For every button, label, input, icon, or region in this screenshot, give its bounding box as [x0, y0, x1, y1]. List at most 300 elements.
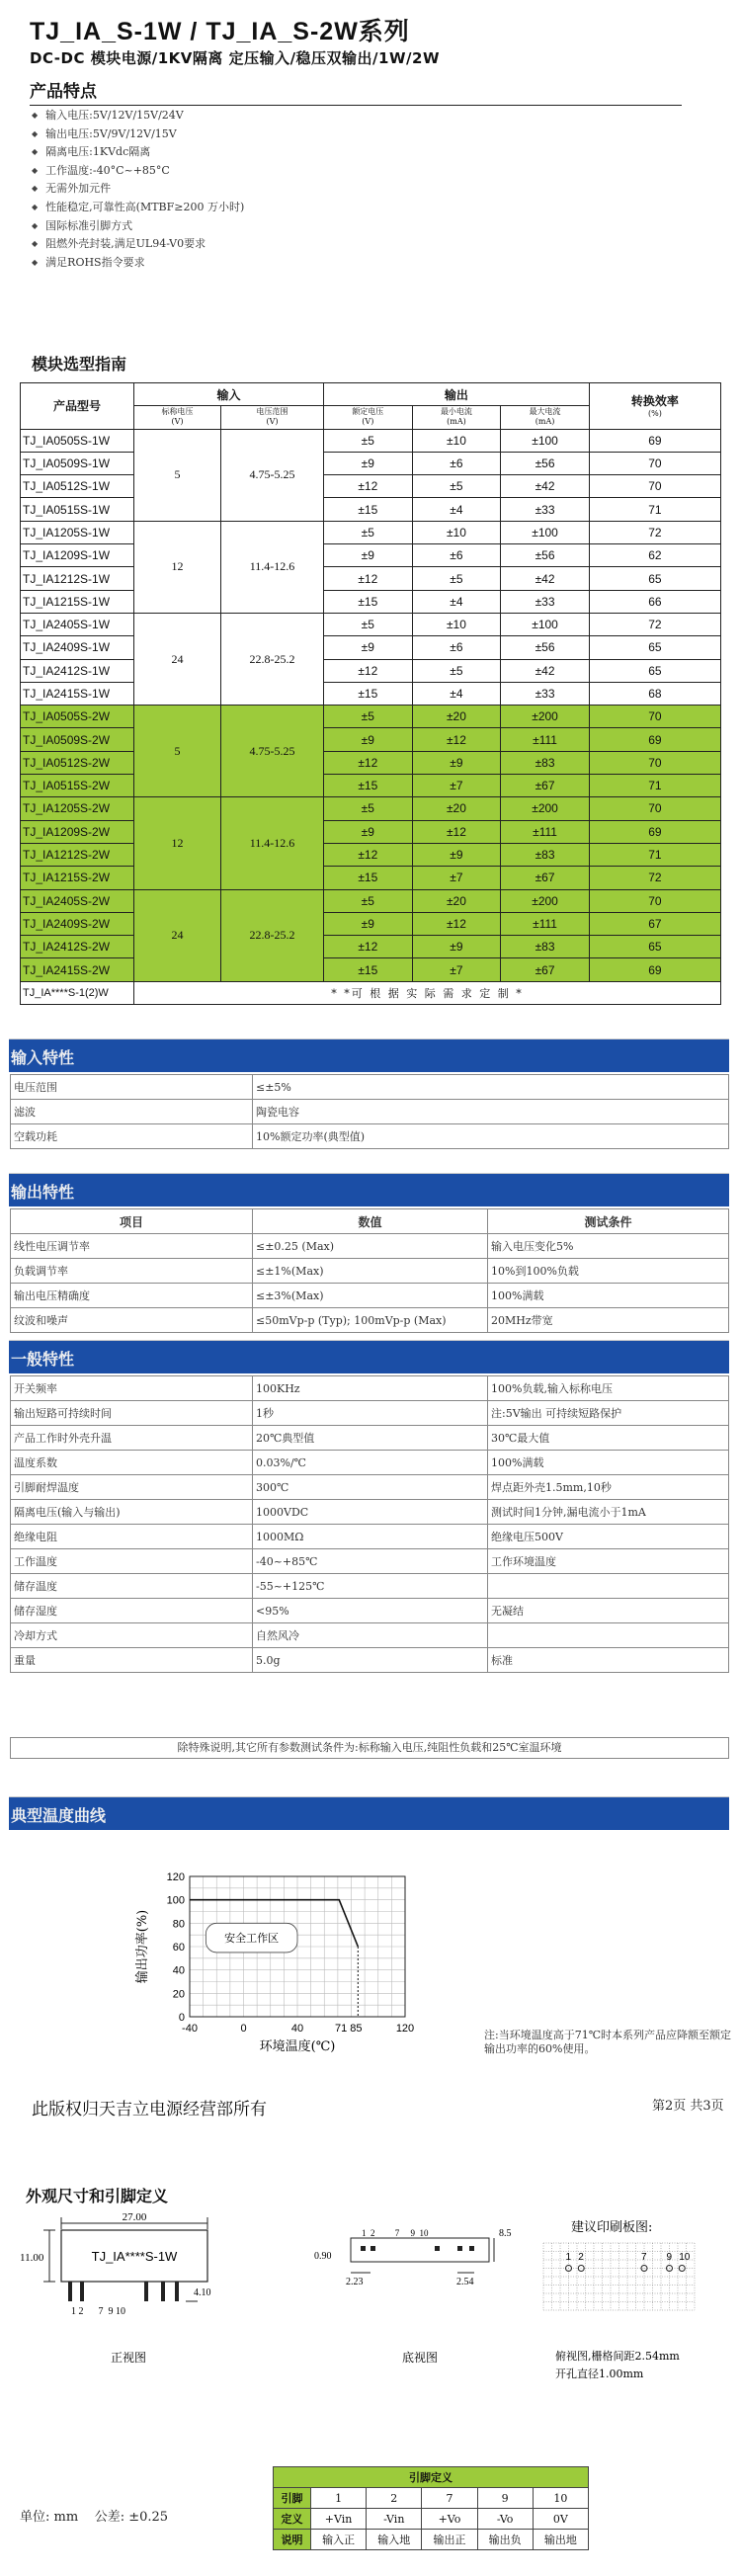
pin-cell: 2	[367, 2488, 422, 2509]
min-current-cell: ±10	[412, 521, 501, 543]
front-pin-numbers: 1 2 7 9 10	[71, 2306, 125, 2317]
table-row	[11, 1475, 729, 1500]
features-heading: 产品特点	[30, 77, 682, 106]
max-current-cell: ±42	[501, 567, 590, 590]
rated-voltage-cell: ±9	[324, 912, 413, 935]
nominal-voltage-cell: 24	[134, 613, 221, 705]
spec-label: 储存湿度	[11, 1599, 253, 1623]
table-row	[21, 936, 721, 958]
max-current-cell: ±67	[501, 775, 590, 797]
dimension-drawings	[0, 2203, 741, 2460]
dimensions-heading: 外观尺寸和引脚定义	[26, 2187, 169, 2205]
output-spec-table	[10, 1208, 729, 1333]
table-row	[21, 429, 721, 452]
model-cell: TJ_IA0515S-1W	[21, 498, 134, 521]
spec-condition: 100%满载	[488, 1284, 729, 1308]
table-row	[21, 613, 721, 635]
efficiency-cell: 70	[589, 889, 720, 912]
nominal-voltage-cell: 12	[134, 797, 221, 889]
rated-voltage-cell: ±15	[324, 498, 413, 521]
rated-voltage-cell: ±5	[324, 613, 413, 635]
pcb-layout-drawing	[543, 2219, 695, 2380]
spec-value: ≤±3%(Max)	[253, 1284, 488, 1308]
table-row	[11, 1259, 729, 1284]
rated-voltage-cell: ±9	[324, 728, 413, 751]
table-row	[21, 797, 721, 820]
efficiency-cell: 72	[589, 521, 720, 543]
min-current-cell: ±12	[412, 912, 501, 935]
table-row	[21, 544, 721, 567]
table-row	[21, 728, 721, 751]
col-rated-v: 额定电压 (V)	[324, 406, 413, 429]
spec-label: 纹波和噪声	[11, 1308, 253, 1333]
model-cell: TJ_IA0509S-1W	[21, 452, 134, 474]
max-current-cell: ±67	[501, 867, 590, 889]
efficiency-cell: 71	[589, 498, 720, 521]
spec-condition: 绝缘电压500V	[488, 1525, 729, 1549]
model-cell: TJ_IA1209S-1W	[21, 544, 134, 567]
model-cell: TJ_IA1215S-1W	[21, 590, 134, 613]
temp-curve-heading: 典型温度曲线	[9, 1796, 729, 1830]
min-current-cell: ±12	[412, 820, 501, 843]
spec-label: 线性电压调节率	[11, 1234, 253, 1259]
table-row	[21, 567, 721, 590]
spec-value: -40~+85℃	[253, 1549, 488, 1574]
dim-11: 11.00	[20, 2252, 44, 2264]
spec-label: 输出短路可持续时间	[11, 1401, 253, 1426]
table-row	[21, 751, 721, 774]
min-current-cell: ±6	[412, 452, 501, 474]
spec-value: 100KHz	[253, 1376, 488, 1401]
spec-condition: 100%满载	[488, 1451, 729, 1475]
feature-item: ◆ 国际标准引脚方式	[32, 217, 244, 236]
selection-table	[20, 382, 721, 1005]
output-spec-heading: 输出特性	[9, 1173, 729, 1206]
feature-item: ◆ 性能稳定,可靠性高(MTBF≥200 万小时)	[32, 199, 244, 217]
custom-model-cell: TJ_IA****S-1(2)W	[21, 981, 134, 1004]
rated-voltage-cell: ±12	[324, 567, 413, 590]
min-current-cell: ±7	[412, 958, 501, 981]
pin-cell: 输出负	[477, 2530, 533, 2550]
spec-condition: 10%到100%负载	[488, 1259, 729, 1284]
rated-voltage-cell: ±9	[324, 820, 413, 843]
spec-label: 温度系数	[11, 1451, 253, 1475]
col-model: 产品型号	[21, 383, 134, 430]
max-current-cell: ±100	[501, 613, 590, 635]
pcb-pin-number: 7	[641, 2252, 647, 2263]
rated-voltage-cell: ±9	[324, 544, 413, 567]
voltage-range-cell: 22.8-25.2	[221, 613, 324, 705]
table-row	[11, 1124, 729, 1149]
efficiency-cell: 69	[589, 958, 720, 981]
min-current-cell: ±9	[412, 751, 501, 774]
efficiency-cell: 65	[589, 936, 720, 958]
pin-cell: 10	[533, 2488, 588, 2509]
x-axis-label: 环境温度(℃)	[259, 2039, 336, 2054]
pin-cell: 定义	[274, 2509, 311, 2530]
table-row	[21, 912, 721, 935]
pin-cell: -Vin	[367, 2509, 422, 2530]
min-current-cell: ±20	[412, 797, 501, 820]
pin-cell: +Vo	[422, 2509, 477, 2530]
rated-voltage-cell: ±5	[324, 521, 413, 543]
max-current-cell: ±200	[501, 706, 590, 728]
custom-note-cell: * *可 根 据 实 际 需 求 定 制 *	[134, 981, 721, 1004]
table-row	[21, 659, 721, 682]
spec-label: 重量	[11, 1648, 253, 1673]
rated-voltage-cell: ±5	[324, 889, 413, 912]
front-view-caption: 正视图	[110, 2351, 147, 2365]
feature-item: ◆ 输入电压:5V/12V/15V/24V	[32, 107, 244, 125]
model-cell: TJ_IA0505S-1W	[21, 429, 134, 452]
x-tick-label: 71 85	[335, 2023, 363, 2035]
pin-cell: -Vo	[477, 2509, 533, 2530]
spec-condition: 焊点距外壳1.5mm,10秒	[488, 1475, 729, 1500]
efficiency-cell: 69	[589, 728, 720, 751]
max-current-cell: ±56	[501, 636, 590, 659]
pin-cell: 输出地	[533, 2530, 588, 2550]
rated-voltage-cell: ±15	[324, 867, 413, 889]
column-header: 项目	[11, 1209, 253, 1234]
spec-condition	[488, 1623, 729, 1648]
max-current-cell: ±100	[501, 429, 590, 452]
y-tick-label: 60	[172, 1942, 185, 1953]
max-current-cell: ±111	[501, 912, 590, 935]
table-row	[11, 1574, 729, 1599]
efficiency-cell: 70	[589, 751, 720, 774]
rated-voltage-cell: ±12	[324, 475, 413, 498]
min-current-cell: ±5	[412, 659, 501, 682]
table-row	[21, 889, 721, 912]
dim-2-23: 2.23	[346, 2277, 364, 2287]
model-cell: TJ_IA2415S-1W	[21, 682, 134, 705]
efficiency-cell: 72	[589, 867, 720, 889]
rated-voltage-cell: ±9	[324, 636, 413, 659]
pcb-title: 建议印刷板图:	[571, 2220, 653, 2235]
table-row	[21, 843, 721, 866]
spec-condition: 100%负载,输入标称电压	[488, 1376, 729, 1401]
pin-cell: 输入地	[367, 2530, 422, 2550]
page-number: 第2页 共3页	[652, 2099, 724, 2114]
general-spec-heading: 一般特性	[9, 1340, 729, 1373]
pcb-pin-number: 10	[679, 2252, 691, 2263]
spec-value: 自然风冷	[253, 1623, 488, 1648]
pin-definition-table	[273, 2466, 589, 2550]
table-row	[11, 1623, 729, 1648]
spec-condition: 30℃最大值	[488, 1426, 729, 1451]
table-row	[11, 1525, 729, 1549]
spec-label: 绝缘电阻	[11, 1525, 253, 1549]
spec-value: 1000VDC	[253, 1500, 488, 1525]
efficiency-cell: 71	[589, 843, 720, 866]
spec-condition: 标准	[488, 1648, 729, 1673]
spec-value: <95%	[253, 1599, 488, 1623]
spec-value: ≤±1%(Max)	[253, 1259, 488, 1284]
table-row	[11, 1648, 729, 1673]
efficiency-cell: 70	[589, 797, 720, 820]
efficiency-cell: 65	[589, 567, 720, 590]
min-current-cell: ±7	[412, 775, 501, 797]
model-cell: TJ_IA0512S-1W	[21, 475, 134, 498]
rated-voltage-cell: ±15	[324, 775, 413, 797]
table-row	[21, 590, 721, 613]
rated-voltage-cell: ±15	[324, 958, 413, 981]
spec-label: 工作温度	[11, 1549, 253, 1574]
max-current-cell: ±200	[501, 797, 590, 820]
dim-0-90: 0.90	[314, 2251, 332, 2262]
spec-value: 陶瓷电容	[253, 1100, 729, 1124]
min-current-cell: ±5	[412, 567, 501, 590]
min-current-cell: ±7	[412, 867, 501, 889]
pcb-pin-number: 2	[578, 2252, 584, 2263]
min-current-cell: ±9	[412, 936, 501, 958]
column-header: 测试条件	[488, 1209, 729, 1234]
pin-cell: 说明	[274, 2530, 311, 2550]
spec-value: -55~+125℃	[253, 1574, 488, 1599]
max-current-cell: ±33	[501, 498, 590, 521]
pcb-pin-number: 1	[565, 2252, 572, 2263]
selection-heading: 模块选型指南	[32, 355, 127, 374]
spec-label: 输出电压精确度	[11, 1284, 253, 1308]
spec-condition: 输入电压变化5%	[488, 1234, 729, 1259]
pcb-pin-number: 9	[666, 2252, 673, 2263]
efficiency-cell: 70	[589, 706, 720, 728]
spec-label: 储存温度	[11, 1574, 253, 1599]
input-spec-heading: 输入特性	[9, 1039, 729, 1072]
min-current-cell: ±4	[412, 590, 501, 613]
feature-item: ◆ 满足ROHS指令要求	[32, 254, 244, 273]
max-current-cell: ±33	[501, 682, 590, 705]
voltage-range-cell: 4.75-5.25	[221, 429, 324, 521]
efficiency-cell: 69	[589, 820, 720, 843]
pin-cell: 7	[422, 2488, 477, 2509]
dim-8-5: 8.5	[499, 2228, 512, 2239]
max-current-cell: ±111	[501, 728, 590, 751]
spec-label: 电压范围	[11, 1075, 253, 1100]
nominal-voltage-cell: 12	[134, 521, 221, 613]
table-row	[21, 775, 721, 797]
max-current-cell: ±33	[501, 590, 590, 613]
pin-cell: +Vin	[311, 2509, 367, 2530]
pin-cell: 0V	[533, 2509, 588, 2530]
input-spec-table	[10, 1074, 729, 1149]
feature-item: ◆ 隔离电压:1KVdc隔离	[32, 143, 244, 162]
feature-item: ◆ 无需外加元件	[32, 180, 244, 199]
pin-cell: 9	[477, 2488, 533, 2509]
spec-condition: 注:5V输出 可持续短路保护	[488, 1401, 729, 1426]
spec-label: 开关频率	[11, 1376, 253, 1401]
model-cell: TJ_IA2415S-2W	[21, 958, 134, 981]
bottom-pin-numbers: 1 2 7 9 10	[362, 2228, 429, 2238]
y-tick-label: 40	[172, 1964, 185, 1977]
spec-label: 引脚耐焊温度	[11, 1475, 253, 1500]
rated-voltage-cell: ±12	[324, 751, 413, 774]
model-cell: TJ_IA1215S-2W	[21, 867, 134, 889]
table-row	[21, 867, 721, 889]
voltage-range-cell: 11.4-12.6	[221, 797, 324, 889]
y-tick-label: 80	[172, 1918, 185, 1931]
table-row	[21, 636, 721, 659]
table-header-row	[11, 1209, 729, 1234]
max-current-cell: ±56	[501, 544, 590, 567]
max-current-cell: ±100	[501, 521, 590, 543]
col-output: 输出	[324, 383, 590, 406]
col-min-i: 最小电流 (mA)	[412, 406, 501, 429]
rated-voltage-cell: ±15	[324, 590, 413, 613]
rated-voltage-cell: ±9	[324, 452, 413, 474]
table-row	[11, 1401, 729, 1426]
bottom-view-drawing	[314, 2228, 512, 2365]
page-subtitle: DC-DC 模块电源/1KV隔离 定压输入/稳压双输出/1W/2W	[30, 49, 440, 67]
rated-voltage-cell: ±5	[324, 706, 413, 728]
pin-cell: 1	[311, 2488, 367, 2509]
feature-item: ◆ 阻燃外壳封装,满足UL94-V0要求	[32, 235, 244, 254]
min-current-cell: ±20	[412, 889, 501, 912]
pcb-caption-grid: 俯视图,栅格间距2.54mm	[555, 2350, 680, 2363]
efficiency-cell: 66	[589, 590, 720, 613]
rated-voltage-cell: ±12	[324, 843, 413, 866]
table-row	[11, 1308, 729, 1333]
copyright: 此版权归天吉立电源经营部所有	[32, 2100, 267, 2119]
spec-condition	[488, 1574, 729, 1599]
x-tick-label: -40	[182, 2023, 198, 2035]
efficiency-cell: 69	[589, 429, 720, 452]
spec-label: 冷却方式	[11, 1623, 253, 1648]
table-row	[11, 1075, 729, 1100]
efficiency-cell: 70	[589, 452, 720, 474]
min-current-cell: ±4	[412, 682, 501, 705]
table-row	[21, 820, 721, 843]
spec-label: 产品工作时外壳升温	[11, 1426, 253, 1451]
front-view-drawing	[20, 2211, 211, 2365]
table-row	[11, 1100, 729, 1124]
min-current-cell: ±4	[412, 498, 501, 521]
efficiency-cell: 67	[589, 912, 720, 935]
max-current-cell: ±83	[501, 936, 590, 958]
table-row	[11, 1549, 729, 1574]
bottom-view-caption: 底视图	[401, 2351, 439, 2365]
table-row	[21, 475, 721, 498]
min-current-cell: ±6	[412, 636, 501, 659]
rated-voltage-cell: ±12	[324, 936, 413, 958]
model-cell: TJ_IA1212S-1W	[21, 567, 134, 590]
model-cell: TJ_IA2405S-1W	[21, 613, 134, 635]
col-input: 输入	[134, 383, 324, 406]
column-header: 数值	[253, 1209, 488, 1234]
model-cell: TJ_IA0505S-2W	[21, 706, 134, 728]
voltage-range-cell: 11.4-12.6	[221, 521, 324, 613]
rated-voltage-cell: ±15	[324, 682, 413, 705]
rated-voltage-cell: ±5	[324, 429, 413, 452]
spec-value: ≤50mVp-p (Typ); 100mVp-p (Max)	[253, 1308, 488, 1333]
table-row	[11, 1599, 729, 1623]
feature-item: ◆ 输出电压:5V/9V/12V/15V	[32, 125, 244, 144]
spec-condition: 工作环境温度	[488, 1549, 729, 1574]
spec-value: 0.03%/℃	[253, 1451, 488, 1475]
y-tick-label: 120	[166, 1871, 185, 1883]
min-current-cell: ±5	[412, 475, 501, 498]
dim-27: 27.00	[122, 2211, 147, 2223]
table-row	[11, 1500, 729, 1525]
table-row	[21, 706, 721, 728]
col-efficiency: 转换效率 (%)	[589, 383, 720, 430]
voltage-range-cell: 22.8-25.2	[221, 889, 324, 981]
rated-voltage-cell: ±5	[324, 797, 413, 820]
max-current-cell: ±83	[501, 843, 590, 866]
units-tolerance: 单位: mm 公差: ±0.25	[20, 2510, 169, 2525]
spec-value: 1000MΩ	[253, 1525, 488, 1549]
y-tick-label: 100	[166, 1894, 185, 1907]
spec-condition: 测试时间1分钟,漏电流小于1mA	[488, 1500, 729, 1525]
table-row	[21, 452, 721, 474]
model-cell: TJ_IA2409S-1W	[21, 636, 134, 659]
safe-zone-label: 安全工作区	[224, 1932, 280, 1946]
dim-410: 4.10	[194, 2287, 211, 2298]
y-axis-label: 输出功率(%)	[135, 1909, 150, 1984]
min-current-cell: ±10	[412, 613, 501, 635]
spec-value: 10%额定功率(典型值)	[253, 1124, 729, 1149]
x-tick-label: 40	[290, 2023, 304, 2035]
table-row	[21, 682, 721, 705]
col-max-i: 最大电流 (mA)	[501, 406, 590, 429]
min-current-cell: ±12	[412, 728, 501, 751]
min-current-cell: ±6	[412, 544, 501, 567]
max-current-cell: ±56	[501, 452, 590, 474]
spec-value: 300℃	[253, 1475, 488, 1500]
spec-label: 隔离电压(输入与输出)	[11, 1500, 253, 1525]
model-cell: TJ_IA0515S-2W	[21, 775, 134, 797]
max-current-cell: ±200	[501, 889, 590, 912]
model-cell: TJ_IA2409S-2W	[21, 912, 134, 935]
model-cell: TJ_IA2405S-2W	[21, 889, 134, 912]
nominal-voltage-cell: 5	[134, 706, 221, 797]
spec-condition: 20MHz带宽	[488, 1308, 729, 1333]
spec-value: 20℃典型值	[253, 1426, 488, 1451]
spec-label: 负载调节率	[11, 1259, 253, 1284]
table-row	[21, 521, 721, 543]
feature-item: ◆ 工作温度:-40°C~+85°C	[32, 162, 244, 181]
general-spec-table	[10, 1375, 729, 1673]
efficiency-cell: 65	[589, 636, 720, 659]
efficiency-cell: 65	[589, 659, 720, 682]
model-cell: TJ_IA0512S-2W	[21, 751, 134, 774]
test-condition-note: 除特殊说明,其它所有参数测试条件为:标称输入电压,纯阻性负载和25℃室温环境	[10, 1737, 729, 1759]
table-row	[11, 1376, 729, 1401]
col-range: 电压范围 (V)	[221, 406, 324, 429]
front-module-label: TJ_IA****S-1W	[91, 2249, 178, 2264]
efficiency-cell: 68	[589, 682, 720, 705]
derating-chart	[128, 1865, 445, 2062]
col-nominal: 标称电压 (V)	[134, 406, 221, 429]
model-cell: TJ_IA1205S-2W	[21, 797, 134, 820]
voltage-range-cell: 4.75-5.25	[221, 706, 324, 797]
table-row	[11, 1234, 729, 1259]
derating-note: 注:当环境温度高于71℃时本系列产品应降额至额定输出功率的60%使用。	[484, 2029, 732, 2055]
model-cell: TJ_IA1205S-1W	[21, 521, 134, 543]
pin-cell: 输入正	[311, 2530, 367, 2550]
page-title: TJ_IA_S-1W / TJ_IA_S-2W系列	[30, 18, 410, 45]
rated-voltage-cell: ±12	[324, 659, 413, 682]
spec-value: 1秒	[253, 1401, 488, 1426]
max-current-cell: ±42	[501, 659, 590, 682]
x-tick-label: 120	[395, 2023, 415, 2035]
y-tick-label: 0	[178, 2012, 185, 2024]
table-row	[11, 1451, 729, 1475]
nominal-voltage-cell: 24	[134, 889, 221, 981]
spec-label: 空载功耗	[11, 1124, 253, 1149]
custom-row	[21, 981, 721, 1004]
features-list	[32, 107, 244, 272]
